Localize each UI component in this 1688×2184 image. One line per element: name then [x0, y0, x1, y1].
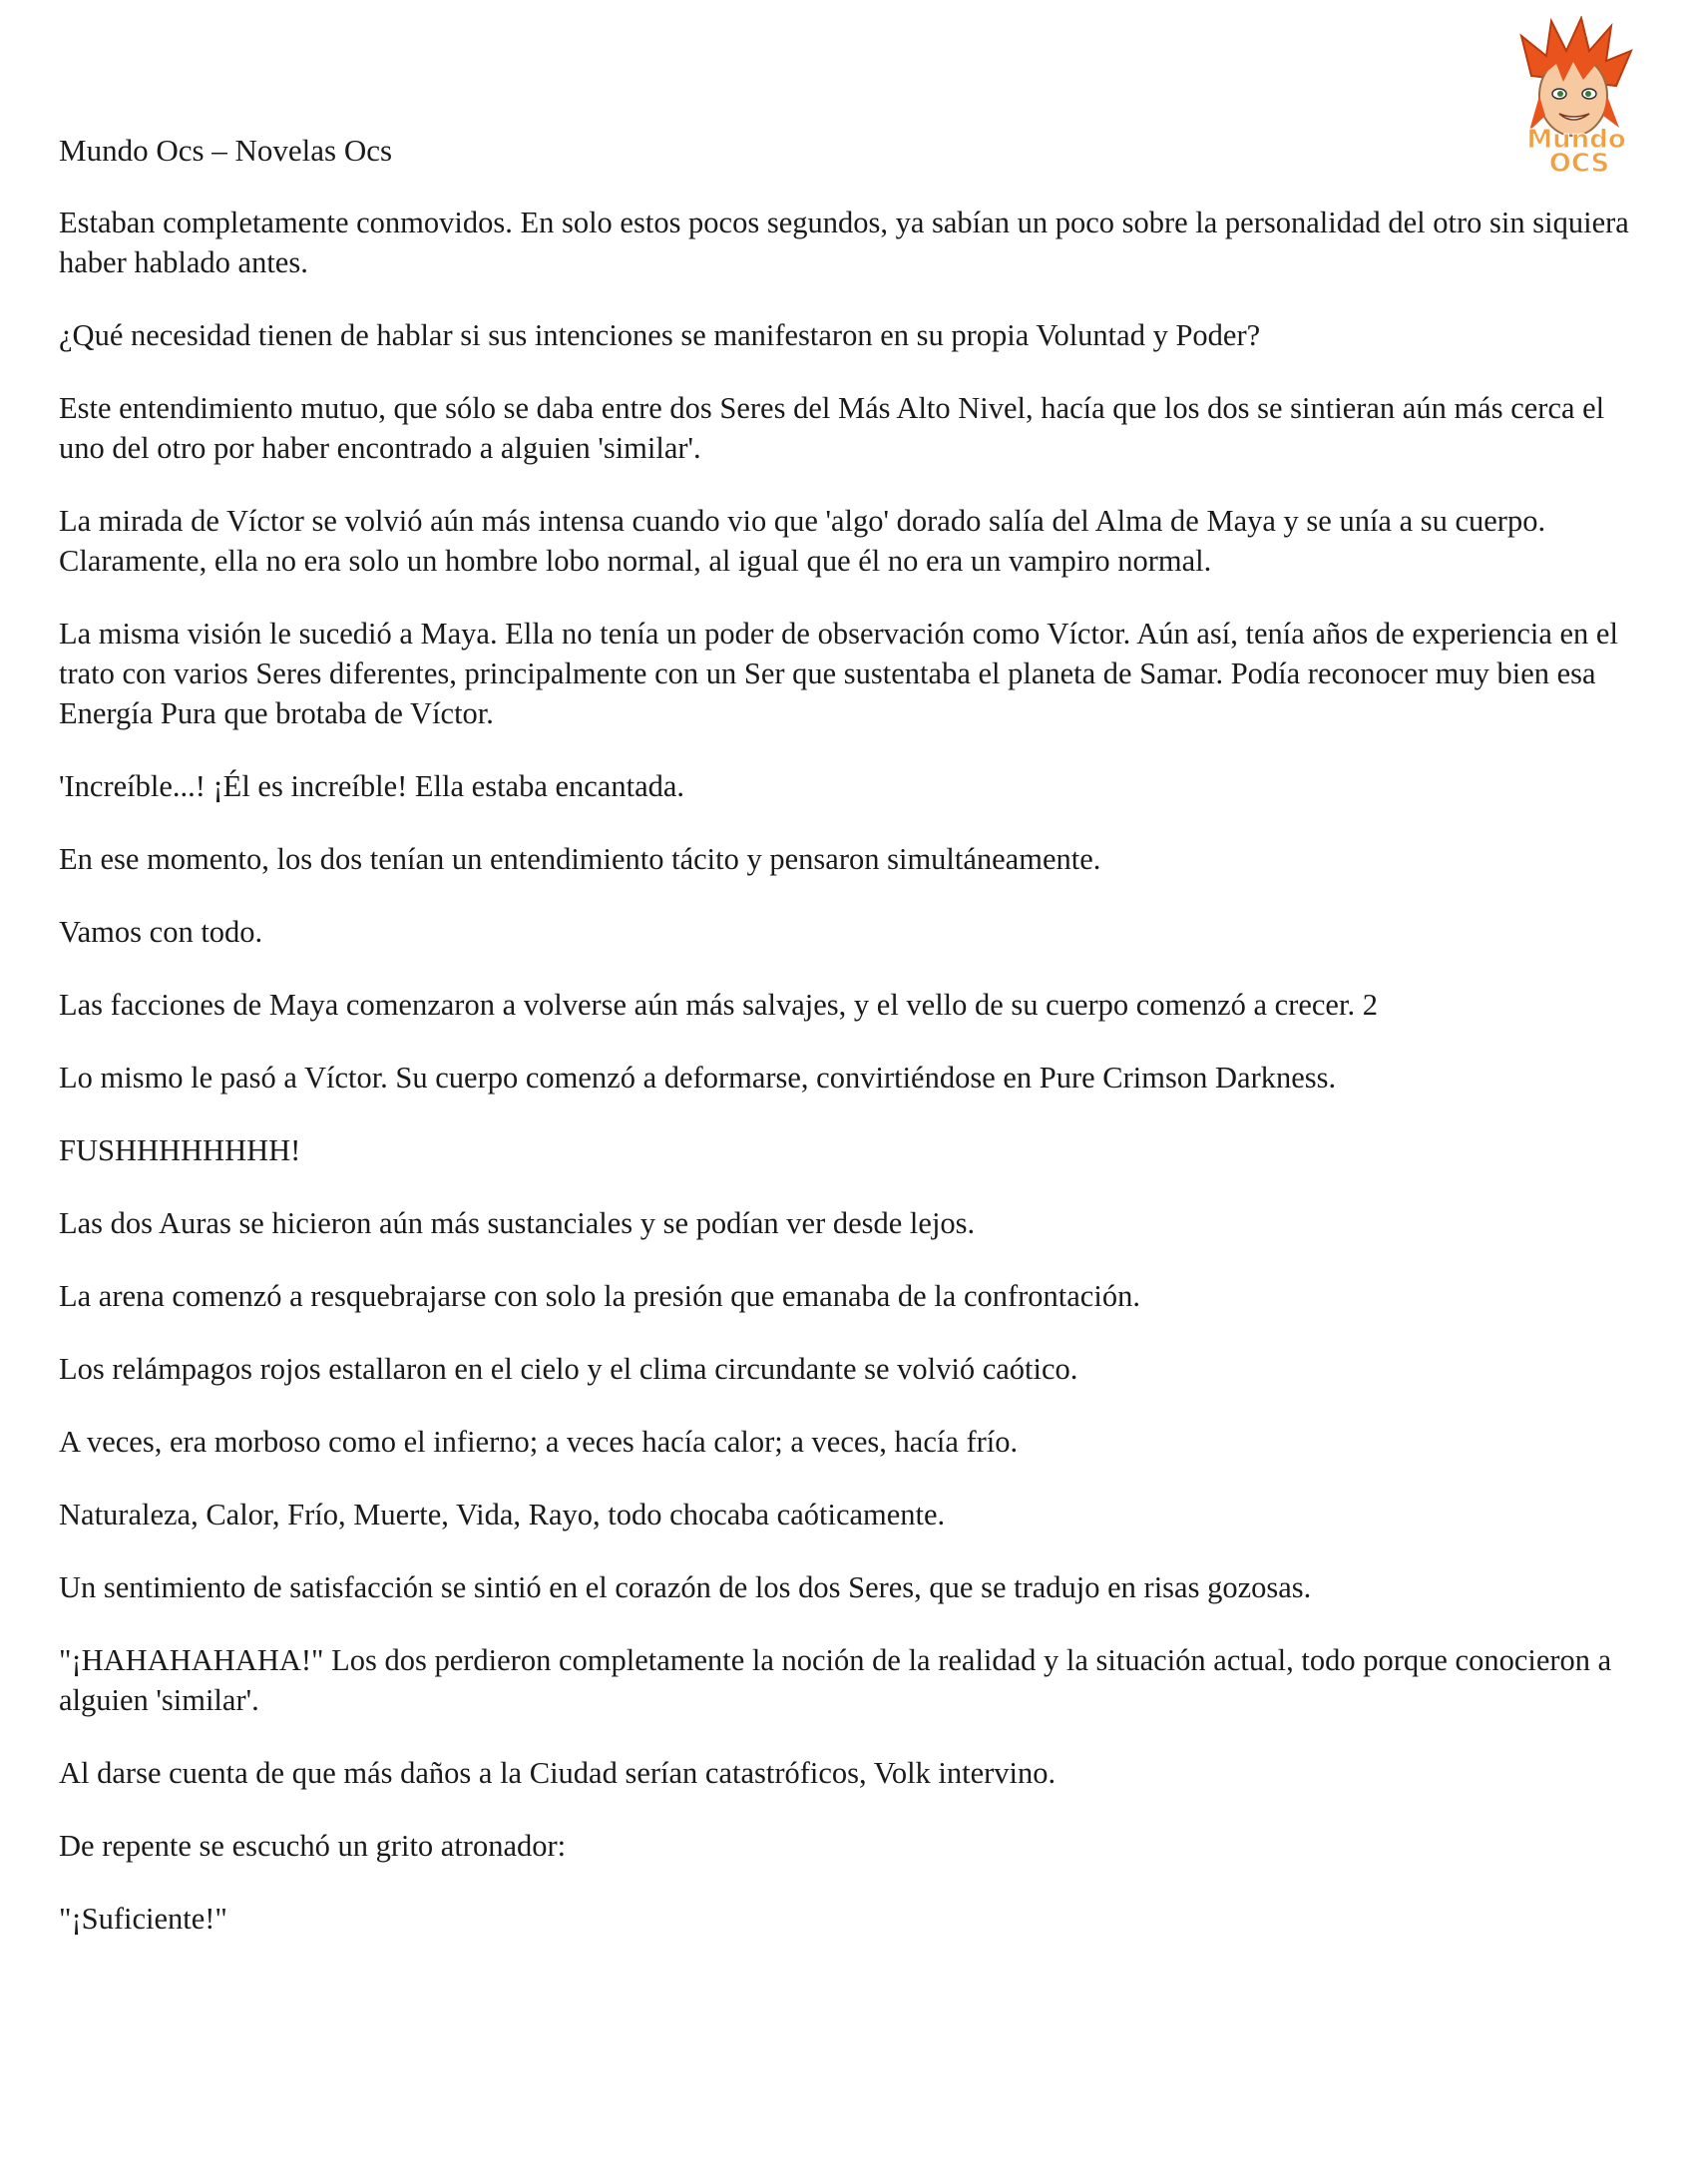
paragraph: La mirada de Víctor se volvió aún más intensa cuando vio que 'algo' dorado salía del Alma de Maya y se unía a su cuerpo. Claramente, ella no era solo un hombre lobo normal, al igual que él no era un vampiro normal.	[59, 504, 1546, 578]
logo-text-mundo: Mundo	[1526, 125, 1626, 155]
paragraph: Las dos Auras se hicieron aún más sustanciales y se podían ver desde lejos.	[59, 1206, 976, 1240]
paragraph: De repente se escuchó un grito atronador:	[59, 1829, 567, 1863]
logo-text-ocs: OCS	[1548, 149, 1610, 176]
paragraph: Un sentimiento de satisfacción se sintió en el corazón de los dos Seres, que se tradujo en risas gozosas.	[59, 1570, 1312, 1604]
paragraph: Los relámpagos rojos estallaron en el cielo y el clima circundante se volvió caótico.	[59, 1352, 1078, 1386]
paragraph: A veces, era morboso como el infierno; a veces hacía calor; a veces, hacía frío.	[59, 1425, 1019, 1459]
chapter-body	[59, 203, 1645, 1971]
site-title: Mundo Ocs – Novelas Ocs	[59, 133, 393, 168]
paragraph: Vamos con todo.	[59, 915, 263, 949]
mundo-ocs-logo-icon	[1501, 16, 1651, 176]
paragraph: Las facciones de Maya comenzaron a volverse aún más salvajes, y el vello de su cuerpo comenzó a crecer. 2	[59, 988, 1378, 1022]
paragraph: La arena comenzó a resquebrajarse con solo la presión que emanaba de la confrontación.	[59, 1279, 1140, 1313]
paragraph: Al darse cuenta de que más daños a la Ciudad serían catastróficos, Volk intervino.	[59, 1756, 1056, 1790]
paragraph: "¡HAHAHAHAHA!" Los dos perdieron completamente la noción de la realidad y la situación actual, todo porque conocieron a alguien 'similar'.	[59, 1643, 1612, 1717]
paragraph: Estaban completamente conmovidos. En solo estos pocos segundos, ya sabían un poco sobre la personalidad del otro sin siquiera haber hablado antes.	[59, 206, 1629, 279]
paragraph: Lo mismo le pasó a Víctor. Su cuerpo comenzó a deformarse, convirtiéndose en Pure Crimson Darkness.	[59, 1061, 1337, 1094]
paragraph: FUSHHHHHHHH!	[59, 1133, 301, 1167]
paragraph: En ese momento, los dos tenían un entendimiento tácito y pensaron simultáneamente.	[59, 842, 1101, 876]
paragraph: 'Increíble...! ¡Él es increíble! Ella estaba encantada.	[59, 769, 685, 803]
paragraph: "¡Suficiente!"	[59, 1902, 227, 1936]
paragraph: Naturaleza, Calor, Frío, Muerte, Vida, Rayo, todo chocaba caóticamente.	[59, 1498, 946, 1531]
paragraph: Este entendimiento mutuo, que sólo se daba entre dos Seres del Más Alto Nivel, hacía que los dos se sintieran aún más cerca el uno del otro por haber encontrado a alguien 'similar'.	[59, 391, 1605, 465]
paragraph: ¿Qué necesidad tienen de hablar si sus intenciones se manifestaron en su propia Voluntad y Poder?	[59, 318, 1261, 352]
paragraph: La misma visión le sucedió a Maya. Ella no tenía un poder de observación como Víctor. Aún así, tenía años de experiencia en el trato con varios Seres diferentes, principalmente con un Ser que sustentaba el planeta de Samar. Podía reconocer muy bien esa Energía Pura que brotaba de Víctor.	[59, 617, 1618, 730]
